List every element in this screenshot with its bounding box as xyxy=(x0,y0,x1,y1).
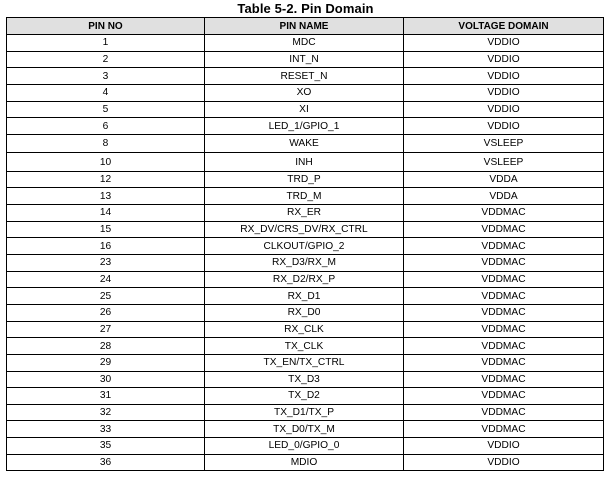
pin-no-cell: 4 xyxy=(7,84,205,101)
pin-no-cell: 26 xyxy=(7,304,205,321)
pin-no-cell: 29 xyxy=(7,354,205,371)
table-row xyxy=(7,118,604,135)
table-row xyxy=(7,134,604,153)
table-row xyxy=(7,205,604,222)
voltage-domain-cell: VDDA xyxy=(404,188,604,205)
voltage-domain-cell: VDDMAC xyxy=(404,321,604,338)
table-caption: Table 5-2. Pin Domain xyxy=(237,1,374,16)
voltage-domain-cell: VDDIO xyxy=(404,438,604,455)
header-pin-no: PIN NO xyxy=(7,18,205,35)
pin-name-cell: INT_N xyxy=(205,51,404,68)
pin-no-cell: 27 xyxy=(7,321,205,338)
voltage-domain-cell: VSLEEP xyxy=(404,134,604,153)
table-row xyxy=(7,171,604,188)
voltage-domain-cell: VDDMAC xyxy=(404,255,604,272)
voltage-domain-cell: VDDMAC xyxy=(404,371,604,388)
voltage-domain-cell: VDDIO xyxy=(404,35,604,52)
table-row xyxy=(7,438,604,455)
pin-no-cell: 3 xyxy=(7,68,205,85)
pin-no-cell: 15 xyxy=(7,221,205,238)
pin-name-cell: TX_D3 xyxy=(205,371,404,388)
pin-name-cell: RX_D0 xyxy=(205,304,404,321)
pin-no-cell: 8 xyxy=(7,134,205,153)
pin-no-cell: 13 xyxy=(7,188,205,205)
table-row xyxy=(7,188,604,205)
pin-name-cell: XO xyxy=(205,84,404,101)
voltage-domain-cell: VDDMAC xyxy=(404,271,604,288)
pin-no-cell: 28 xyxy=(7,338,205,355)
table-row xyxy=(7,288,604,305)
pin-name-cell: CLKOUT/GPIO_2 xyxy=(205,238,404,255)
voltage-domain-cell: VDDMAC xyxy=(404,404,604,421)
voltage-domain-cell: VDDIO xyxy=(404,51,604,68)
pin-no-cell: 10 xyxy=(7,153,205,172)
pin-name-cell: TRD_P xyxy=(205,171,404,188)
pin-name-cell: RESET_N xyxy=(205,68,404,85)
pin-no-cell: 33 xyxy=(7,421,205,438)
pin-no-cell: 36 xyxy=(7,454,205,471)
table-row xyxy=(7,101,604,118)
pin-name-cell: RX_D3/RX_M xyxy=(205,255,404,272)
pin-name-cell: INH xyxy=(205,153,404,172)
pin-domain-table xyxy=(6,17,604,471)
table-row xyxy=(7,371,604,388)
pin-name-cell: TX_D0/TX_M xyxy=(205,421,404,438)
pin-no-cell: 16 xyxy=(7,238,205,255)
pin-name-cell: TX_D2 xyxy=(205,388,404,405)
pin-no-cell: 1 xyxy=(7,35,205,52)
pin-no-cell: 32 xyxy=(7,404,205,421)
voltage-domain-cell: VDDMAC xyxy=(404,354,604,371)
table-row xyxy=(7,255,604,272)
pin-name-cell: LED_0/GPIO_0 xyxy=(205,438,404,455)
table-row xyxy=(7,35,604,52)
pin-name-cell: XI xyxy=(205,101,404,118)
table-row xyxy=(7,404,604,421)
voltage-domain-cell: VDDMAC xyxy=(404,388,604,405)
header-pin-name: PIN NAME xyxy=(205,18,404,35)
voltage-domain-cell: VDDIO xyxy=(404,118,604,135)
pin-name-cell: RX_CLK xyxy=(205,321,404,338)
pin-name-cell: MDC xyxy=(205,35,404,52)
pin-no-cell: 2 xyxy=(7,51,205,68)
pin-name-cell: TRD_M xyxy=(205,188,404,205)
pin-name-cell: RX_D2/RX_P xyxy=(205,271,404,288)
pin-no-cell: 30 xyxy=(7,371,205,388)
voltage-domain-cell: VDDIO xyxy=(404,68,604,85)
table-row xyxy=(7,304,604,321)
voltage-domain-cell: VDDMAC xyxy=(404,238,604,255)
pin-no-cell: 6 xyxy=(7,118,205,135)
pin-no-cell: 35 xyxy=(7,438,205,455)
pin-no-cell: 24 xyxy=(7,271,205,288)
voltage-domain-cell: VDDMAC xyxy=(404,205,604,222)
voltage-domain-cell: VDDIO xyxy=(404,101,604,118)
voltage-domain-cell: VDDMAC xyxy=(404,304,604,321)
table-row xyxy=(7,354,604,371)
voltage-domain-cell: VDDIO xyxy=(404,454,604,471)
voltage-domain-cell: VDDMAC xyxy=(404,221,604,238)
pin-name-cell: TX_CLK xyxy=(205,338,404,355)
pin-name-cell: MDIO xyxy=(205,454,404,471)
pin-no-cell: 31 xyxy=(7,388,205,405)
voltage-domain-cell: VDDMAC xyxy=(404,288,604,305)
pin-no-cell: 5 xyxy=(7,101,205,118)
table-row xyxy=(7,221,604,238)
table-row xyxy=(7,51,604,68)
table-header-row xyxy=(7,18,604,35)
pin-no-cell: 12 xyxy=(7,171,205,188)
table-row xyxy=(7,68,604,85)
table-row xyxy=(7,84,604,101)
table-row xyxy=(7,421,604,438)
pin-name-cell: RX_ER xyxy=(205,205,404,222)
table-row xyxy=(7,338,604,355)
pin-name-cell: RX_DV/CRS_DV/RX_CTRL xyxy=(205,221,404,238)
table-row xyxy=(7,238,604,255)
pin-name-cell: LED_1/GPIO_1 xyxy=(205,118,404,135)
header-voltage-domain: VOLTAGE DOMAIN xyxy=(404,18,604,35)
voltage-domain-cell: VDDMAC xyxy=(404,421,604,438)
table-row xyxy=(7,321,604,338)
voltage-domain-cell: VSLEEP xyxy=(404,153,604,172)
table-row xyxy=(7,271,604,288)
pin-name-cell: RX_D1 xyxy=(205,288,404,305)
pin-name-cell: TX_EN/TX_CTRL xyxy=(205,354,404,371)
table-row xyxy=(7,153,604,172)
table-row xyxy=(7,388,604,405)
pin-name-cell: TX_D1/TX_P xyxy=(205,404,404,421)
pin-no-cell: 23 xyxy=(7,255,205,272)
pin-no-cell: 14 xyxy=(7,205,205,222)
pin-no-cell: 25 xyxy=(7,288,205,305)
voltage-domain-cell: VDDIO xyxy=(404,84,604,101)
voltage-domain-cell: VDDA xyxy=(404,171,604,188)
pin-name-cell: WAKE xyxy=(205,134,404,153)
table-row xyxy=(7,454,604,471)
voltage-domain-cell: VDDMAC xyxy=(404,338,604,355)
